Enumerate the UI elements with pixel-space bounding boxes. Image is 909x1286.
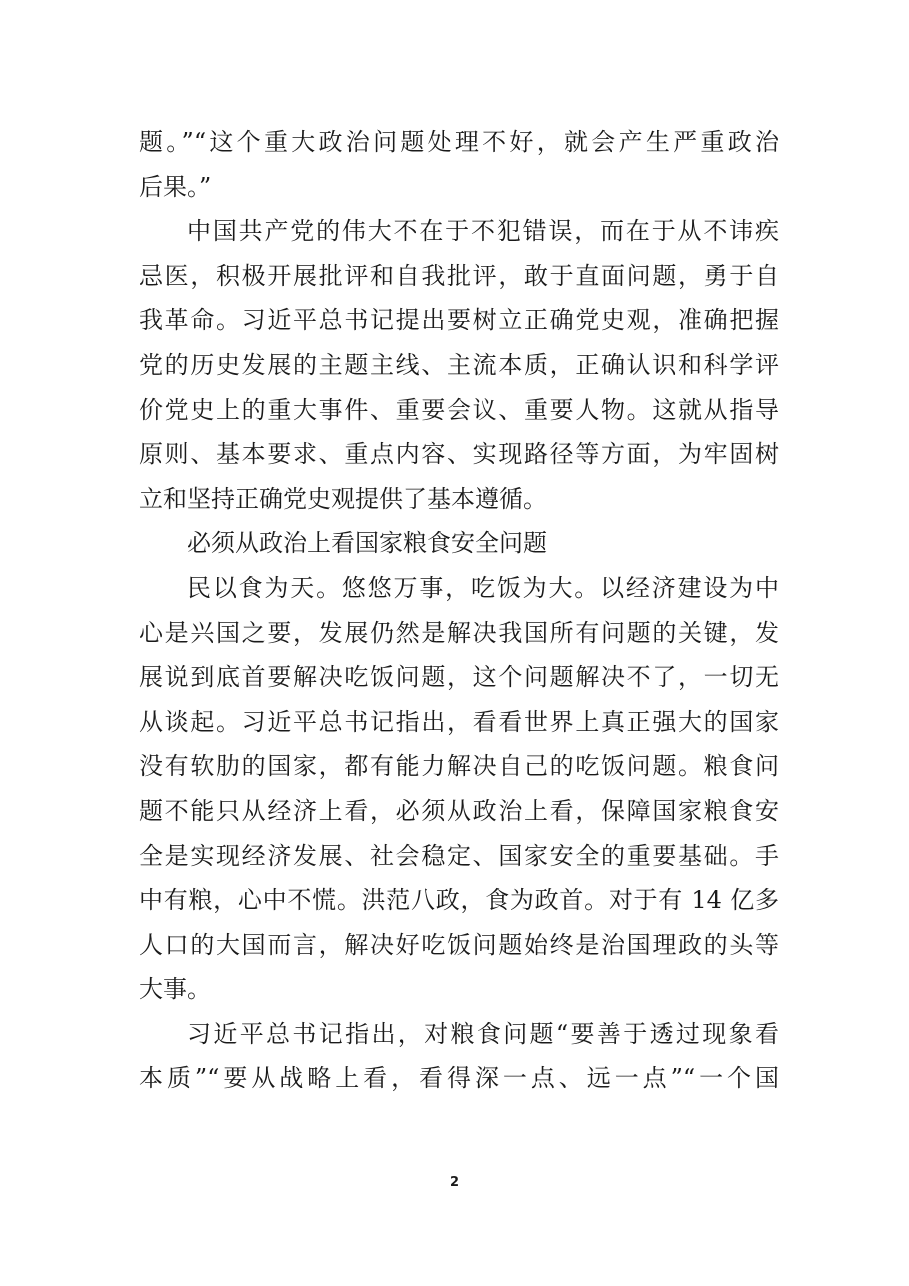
- text-line: 人口的大国而言，解决好吃饭问题始终是治国理政的头等: [139, 930, 779, 959]
- text-line: 后果。”: [139, 172, 212, 201]
- paragraph-start-line: 习近平总书记指出，对粮食问题“要善于透过现象看: [187, 1019, 779, 1048]
- text-line: 本质”“要从战略上看，看得深一点、远一点”“一个国: [139, 1064, 779, 1093]
- text-line: 题不能只从经济上看，必须从政治上看，保障国家粮食安: [139, 796, 779, 825]
- paragraph-start-line: 中国共产党的伟大不在于不犯错误，而在于从不讳疾: [187, 217, 779, 246]
- text-line: 中有粮，心中不慌。洪范八政，食为政首。对于有 14 亿多: [139, 886, 779, 915]
- text-line: 心是兴国之要，发展仍然是解决我国所有问题的关键，发: [139, 618, 779, 647]
- paragraph-start-line: 民以食为天。悠悠万事，吃饭为大。以经济建设为中: [187, 573, 779, 602]
- body-text: [139, 120, 779, 1101]
- text-line: 党的历史发展的主题主线、主流本质，正确认识和科学评: [139, 350, 779, 379]
- text-line: 没有软肋的国家，都有能力解决自己的吃饭问题。粮食问: [139, 752, 779, 781]
- text-line: 原则、基本要求、重点内容、实现路径等方面，为牢固树: [139, 440, 779, 469]
- text-line: 我革命。习近平总书记提出要树立正确党史观，准确把握: [139, 306, 779, 335]
- section-heading: 必须从政治上看国家粮食安全问题: [187, 529, 547, 558]
- text-line: 全是实现经济发展、社会稳定、国家安全的重要基础。手: [139, 841, 779, 870]
- text-line: 立和坚持正确党史观提供了基本遵循。: [139, 484, 547, 513]
- text-line: 大事。: [139, 975, 211, 1004]
- text-line: 价党史上的重大事件、重要会议、重要人物。这就从指导: [139, 395, 779, 424]
- text-line: 题。”“这个重大政治问题处理不好，就会产生严重政治: [139, 128, 779, 156]
- page-number: 2: [449, 1175, 460, 1190]
- text-line: 忌医，积极开展批评和自我批评，敢于直面问题，勇于自: [139, 261, 779, 290]
- text-line: 展说到底首要解决吃饭问题，这个问题解决不了，一切无: [139, 663, 779, 692]
- text-line: 从谈起。习近平总书记指出，看看世界上真正强大的国家: [139, 707, 779, 736]
